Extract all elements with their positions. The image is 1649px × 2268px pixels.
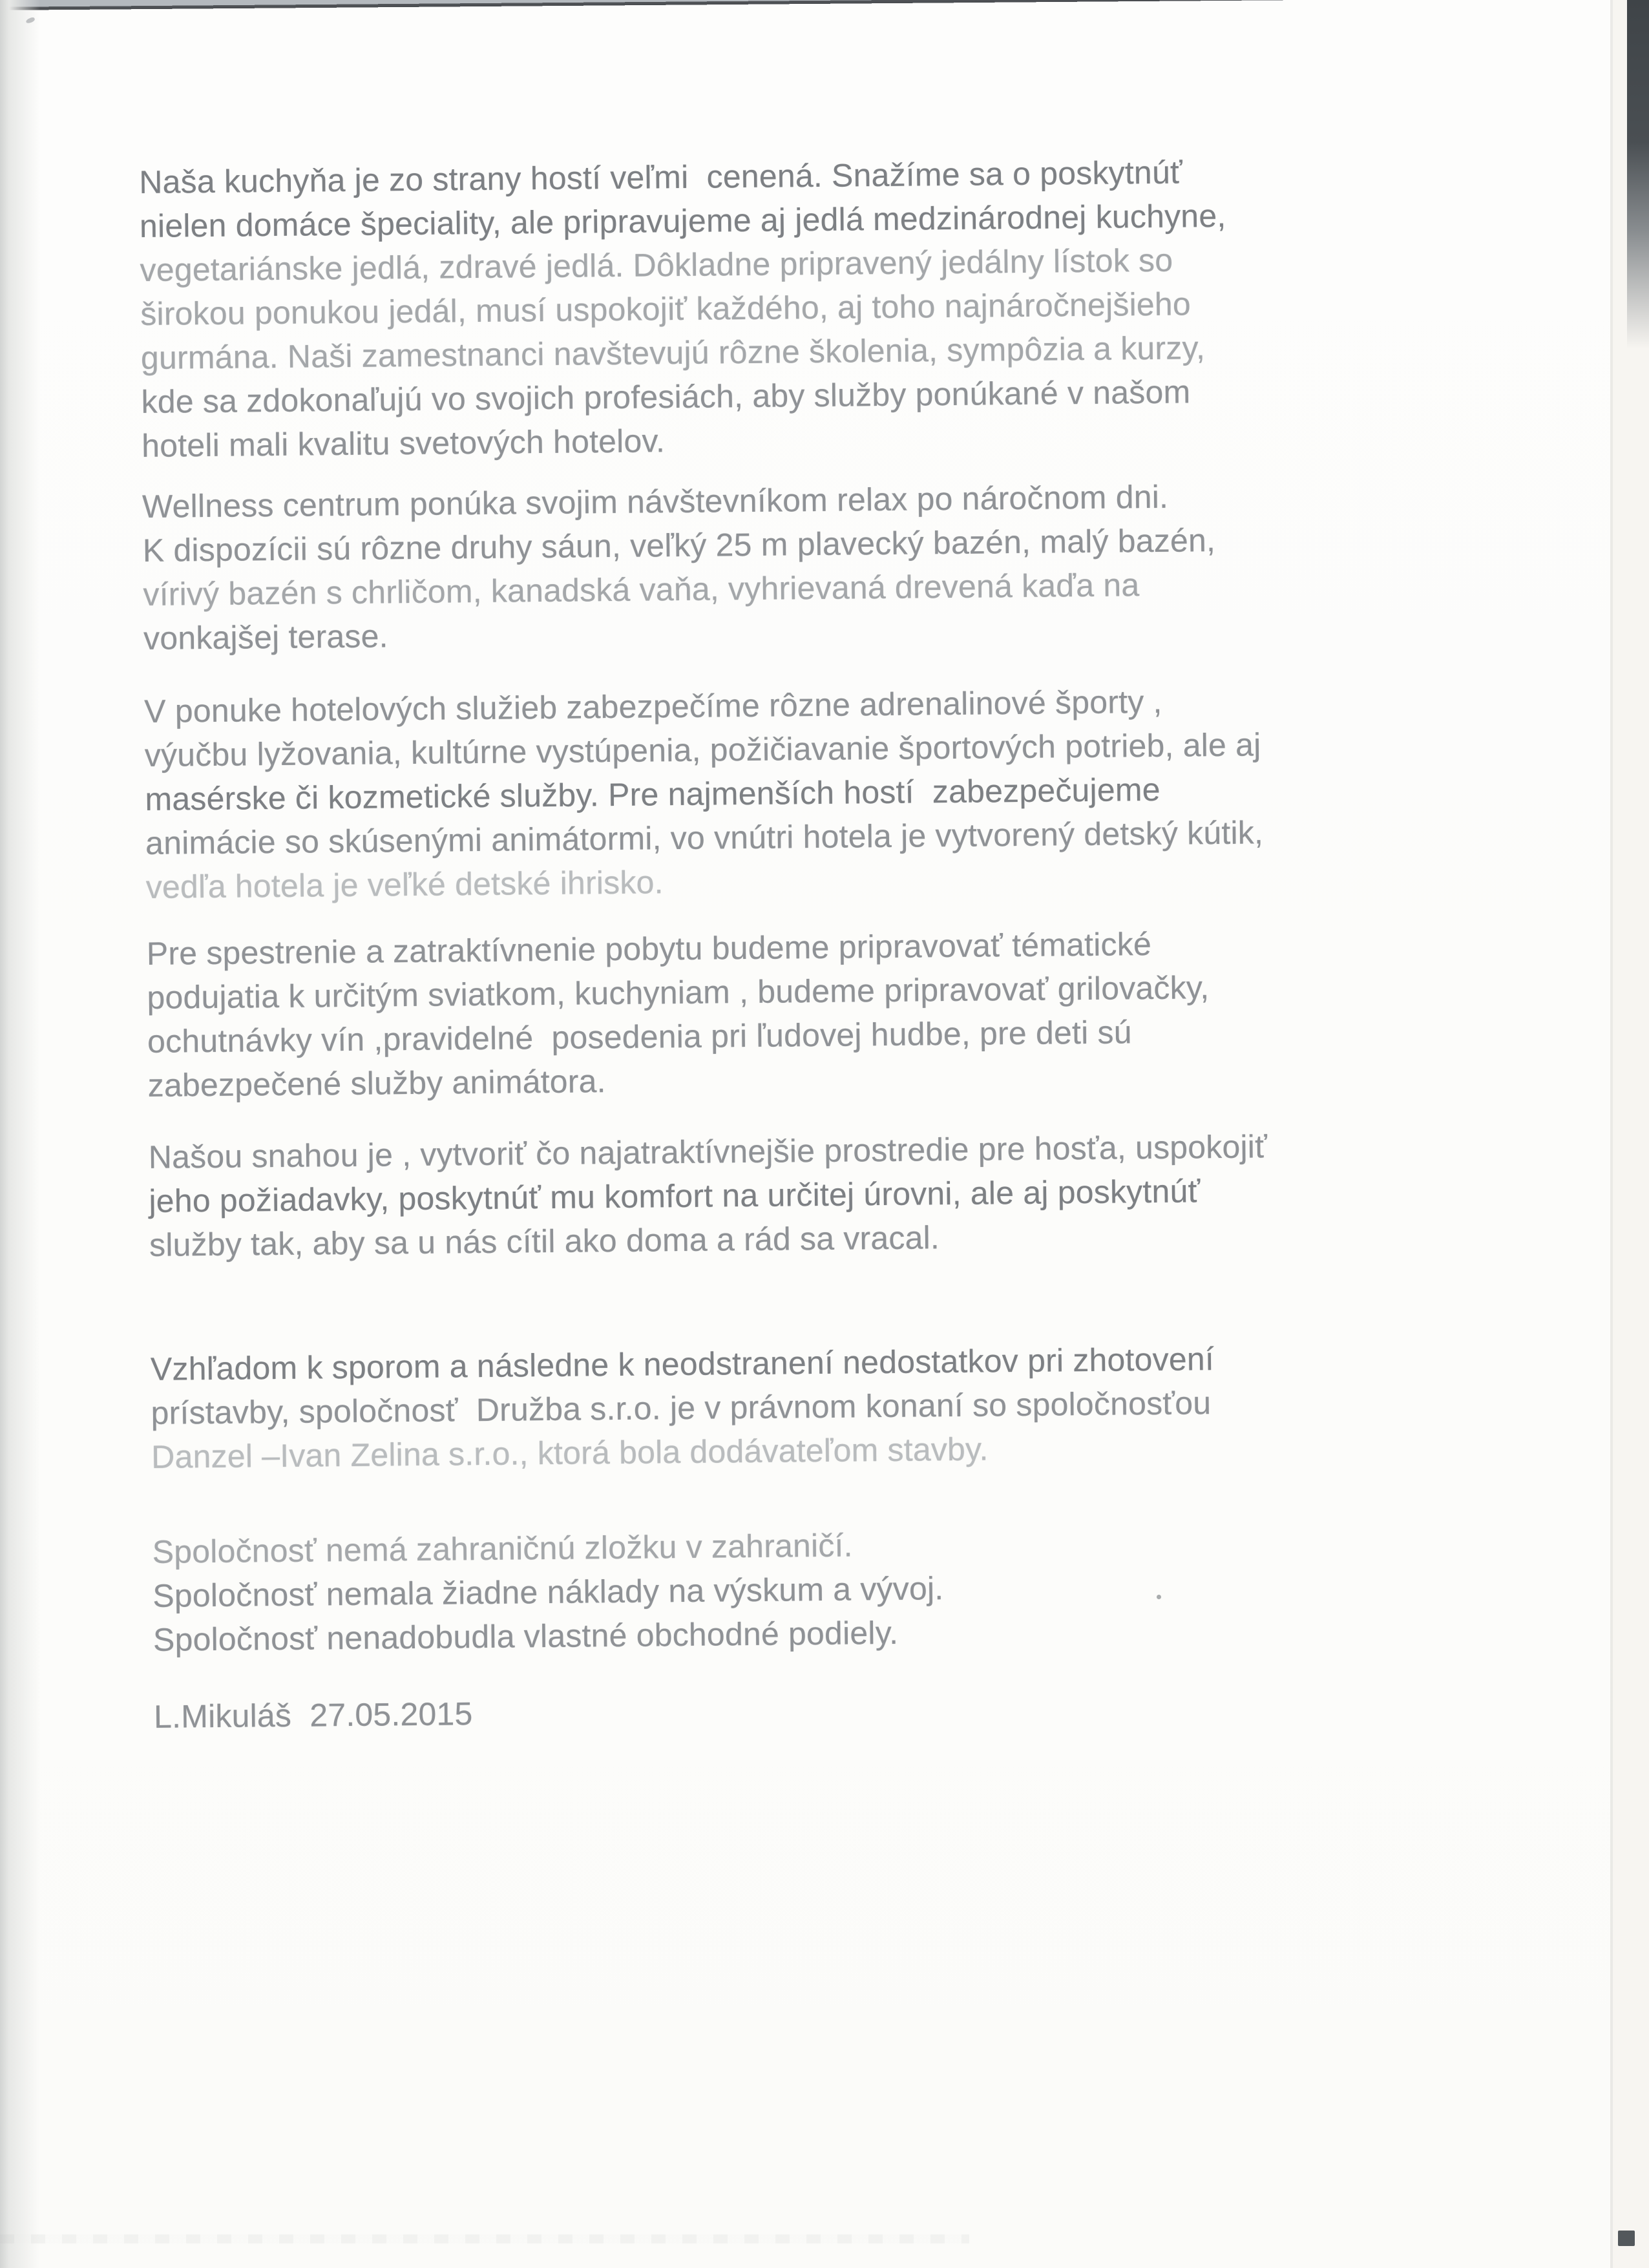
text-line: služby tak, aby sa u nás cítil ako doma a rád sa vracal.	[149, 1219, 940, 1263]
paragraph-2	[142, 472, 1469, 660]
text-line: vonkajšej terase.	[143, 618, 388, 656]
paragraph-3	[144, 677, 1471, 909]
scan-smudge-bottom	[0, 2234, 969, 2243]
paragraph-5	[148, 1122, 1474, 1267]
text-line: Danzel –Ivan Zelina s.r.o., ktorá bola dodávateľom stavby.	[151, 1431, 989, 1475]
text-line: vegetariánske jedlá, zdravé jedlá. Dôkladne pripravený jedálny lístok so	[140, 242, 1173, 288]
text-line: Wellness centrum ponúka svojim návštevníkom relax po náročnom dni.	[142, 478, 1169, 525]
text-line: Pre spestrenie a zatraktívnenie pobytu budeme pripravovať tématické	[146, 926, 1152, 972]
text-line: ochutnávky vín ,pravidelné posedenia pri ľudovej hudbe, pre deti sú	[147, 1014, 1132, 1060]
paragraph-7	[152, 1517, 1478, 1662]
text-line: gurmána. Naši zamestnanci navštevujú rôzne školenia, sympôzia a kurzy,	[140, 330, 1206, 376]
text-line: prístavby, spoločnosť Družba s.r.o. je v právnom konaní so spoločnosťou	[151, 1385, 1212, 1431]
text-line: V ponuke hotelových služieb zabezpečíme rôzne adrenalinové športy ,	[143, 683, 1162, 730]
text-line: Spoločnosť nenadobudla vlastné obchodné podiely.	[152, 1614, 899, 1658]
text-line: výučbu lyžovania, kultúrne vystúpenia, požičiavanie športových potrieb, ale aj	[144, 726, 1261, 773]
text-line: podujatia k určitým sviatkom, kuchyniam , budeme pripravovať grilovačky,	[147, 969, 1210, 1016]
page-right-edge	[1610, 0, 1613, 2268]
scan-shadow-right	[1627, 0, 1649, 362]
text-line: K dispozícii sú rôzne druhy sáun, veľký 25 m plavecký bazén, malý bazén,	[142, 522, 1216, 569]
text-line: vírivý bazén s chrličom, kanadská vaňa, vyhrievaná drevená kaďa na	[143, 567, 1140, 613]
text-line: animácie so skúsenými animátormi, vo vnútri hotela je vytvorený detský kútik,	[145, 814, 1264, 861]
scan-corner-artifact	[1618, 2231, 1635, 2246]
text-line: Vzhľadom k sporom a následne k neodstranení nedostatkov pri zhotovení	[150, 1341, 1215, 1387]
date-line: L.Mikuláš 27.05.2015	[153, 1696, 473, 1735]
text-line: širokou ponukou jedál, musí uspokojiť každého, aj toho najnáročnejšieho	[140, 286, 1192, 332]
text-line: kde sa zdokonaľujú vo svojich profesiách, aby služby ponúkané v našom	[141, 373, 1191, 420]
paragraph-6	[151, 1334, 1476, 1479]
scan-shadow-left	[0, 0, 45, 2268]
text-line: hoteli mali kvalitu svetových hotelov.	[141, 423, 666, 464]
document-text	[139, 147, 1478, 1739]
text-line: jeho požiadavky, poskytnúť mu komfort na určitej úrovni, ale aj poskytnúť	[149, 1173, 1201, 1219]
paragraph-1	[139, 147, 1466, 468]
text-line: Našou snahou je , vytvoriť čo najatraktívnejšie prostredie pre hosťa, uspokojiť	[148, 1128, 1268, 1175]
text-line: Spoločnosť nemala žiadne náklady na výskum a vývoj.	[152, 1570, 944, 1614]
text-line: vedľa hotela je veľké detské ihrisko.	[145, 864, 664, 905]
text-line: masérske či kozmetické služby. Pre najmenších hostí zabezpečujeme	[145, 771, 1161, 817]
text-line: Naša kuchyňa je zo strany hostí veľmi cenená. Snažíme sa o poskytnúť	[139, 154, 1183, 200]
paragraph-4	[146, 919, 1473, 1108]
scanner-top-edge	[0, 0, 1473, 11]
text-line: zabezpečené služby animátora.	[147, 1063, 606, 1104]
text-line: nielen domáce špeciality, ale pripravujeme aj jedlá medzinárodnej kuchyne,	[139, 197, 1226, 244]
text-line: Spoločnosť nemá zahraničnú zložku v zahraničí.	[152, 1527, 853, 1570]
